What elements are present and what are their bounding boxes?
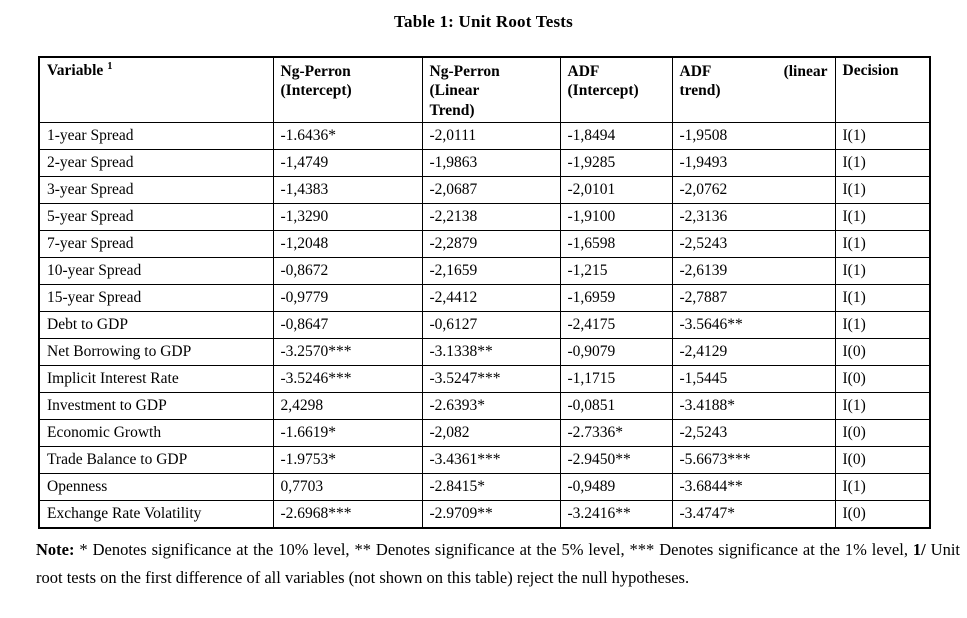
decision-cell: I(0)	[835, 339, 930, 366]
table-row	[39, 339, 930, 366]
header-line: (Intercept)	[567, 82, 639, 100]
decision-cell: I(1)	[835, 285, 930, 312]
table-row	[39, 150, 930, 177]
table-body	[39, 123, 930, 528]
variable-cell: Economic Growth	[39, 420, 273, 447]
ng-perron-intercept-cell: -2.6968***	[273, 501, 422, 528]
table-row	[39, 312, 930, 339]
variable-cell: 5-year Spread	[39, 204, 273, 231]
ng-perron-intercept-cell: -0,8672	[273, 258, 422, 285]
adf-intercept-cell: -1,9285	[560, 150, 672, 177]
decision-cell: I(1)	[835, 231, 930, 258]
adf-intercept-cell: -2.7336*	[560, 420, 672, 447]
header-line-left: ADF	[679, 63, 712, 80]
table-row	[39, 447, 930, 474]
ng-perron-linear-trend-cell: -2.8415*	[422, 474, 560, 501]
ng-perron-intercept-cell: -1.9753*	[273, 447, 422, 474]
table-row	[39, 366, 930, 393]
ng-perron-intercept-cell: -0,8647	[273, 312, 422, 339]
ng-perron-intercept-cell: -3.2570***	[273, 339, 422, 366]
col-header-ng-perron-linear-trend	[422, 57, 560, 123]
ng-perron-intercept-cell: -1.6436*	[273, 123, 422, 150]
table-row	[39, 501, 930, 528]
adf-linear-trend-cell: -2,4129	[672, 339, 835, 366]
note-label: Note:	[36, 539, 75, 559]
table-row	[39, 177, 930, 204]
variable-cell: Debt to GDP	[39, 312, 273, 339]
decision-cell: I(0)	[835, 366, 930, 393]
ng-perron-linear-trend-cell: -2,1659	[422, 258, 560, 285]
decision-cell: I(1)	[835, 258, 930, 285]
variable-cell: 1-year Spread	[39, 123, 273, 150]
adf-linear-trend-cell: -3.4747*	[672, 501, 835, 528]
ng-perron-linear-trend-cell: -0,6127	[422, 312, 560, 339]
col-header-adf-intercept	[560, 57, 672, 123]
ng-perron-intercept-cell: -1,4749	[273, 150, 422, 177]
adf-linear-trend-cell: -1,9493	[672, 150, 835, 177]
variable-cell: Implicit Interest Rate	[39, 366, 273, 393]
header-line: (Intercept)	[280, 82, 352, 100]
ng-perron-intercept-cell: -1,4383	[273, 177, 422, 204]
adf-linear-trend-cell: -2,5243	[672, 420, 835, 447]
adf-linear-trend-cell: -2,6139	[672, 258, 835, 285]
note-footnote-marker: 1/	[912, 539, 926, 559]
adf-intercept-cell: -2,4175	[560, 312, 672, 339]
header-line: ADF	[567, 63, 600, 80]
table-row	[39, 123, 930, 150]
decision-cell: I(0)	[835, 447, 930, 474]
table-row	[39, 231, 930, 258]
header-line: (Linear	[429, 82, 480, 100]
ng-perron-linear-trend-cell: -3.5247***	[422, 366, 560, 393]
variable-cell: 7-year Spread	[39, 231, 273, 258]
ng-perron-intercept-cell: -1,3290	[273, 204, 422, 231]
col-header-variable	[39, 57, 273, 123]
note-significance-text: * Denotes significance at the 10% level, ** Denotes significance at the 5% level, *** Denotes significance at the 1% level,	[79, 539, 908, 559]
adf-intercept-cell: -0,9489	[560, 474, 672, 501]
ng-perron-linear-trend-cell: -3.1338**	[422, 339, 560, 366]
variable-footnote-superscript: 1	[107, 60, 113, 72]
decision-cell: I(1)	[835, 177, 930, 204]
adf-intercept-cell: -1,8494	[560, 123, 672, 150]
ng-perron-intercept-cell: -3.5246***	[273, 366, 422, 393]
note-footnote-text: Unit root tests on the first difference of all variables (not shown on this table) reject the null hypotheses.	[36, 539, 961, 587]
ng-perron-linear-trend-cell: -1,9863	[422, 150, 560, 177]
table-row	[39, 258, 930, 285]
ng-perron-linear-trend-cell: -3.4361***	[422, 447, 560, 474]
header-line: Ng-Perron	[429, 63, 500, 80]
adf-linear-trend-cell: -5.6673***	[672, 447, 835, 474]
col-header-decision	[835, 57, 930, 123]
adf-intercept-cell: -1,215	[560, 258, 672, 285]
variable-cell: Openness	[39, 474, 273, 501]
header-line: Trend)	[429, 101, 475, 119]
table-row	[39, 393, 930, 420]
adf-linear-trend-cell: -1,5445	[672, 366, 835, 393]
ng-perron-intercept-cell: -0,9779	[273, 285, 422, 312]
decision-cell: I(1)	[835, 123, 930, 150]
variable-cell: Net Borrowing to GDP	[39, 339, 273, 366]
adf-intercept-cell: -1,1715	[560, 366, 672, 393]
table-title: Table 1: Unit Root Tests	[394, 12, 573, 31]
decision-cell: I(1)	[835, 204, 930, 231]
header-line: Ng-Perron	[280, 63, 351, 80]
ng-perron-linear-trend-cell: -2,2138	[422, 204, 560, 231]
adf-linear-trend-cell: -2,7887	[672, 285, 835, 312]
header-row	[39, 57, 930, 123]
header-line-right: (linear	[783, 63, 828, 80]
decision-cell: I(0)	[835, 420, 930, 447]
table-row	[39, 285, 930, 312]
variable-cell: 15-year Spread	[39, 285, 273, 312]
adf-intercept-cell: -2,0101	[560, 177, 672, 204]
adf-linear-trend-cell: -2,3136	[672, 204, 835, 231]
variable-cell: Trade Balance to GDP	[39, 447, 273, 474]
adf-intercept-cell: -0,0851	[560, 393, 672, 420]
adf-intercept-cell: -1,6959	[560, 285, 672, 312]
adf-linear-trend-cell: -2,0762	[672, 177, 835, 204]
ng-perron-linear-trend-cell: -2,0111	[422, 123, 560, 150]
adf-intercept-cell: -1,9100	[560, 204, 672, 231]
variable-cell: 3-year Spread	[39, 177, 273, 204]
ng-perron-linear-trend-cell: -2.9709**	[422, 501, 560, 528]
decision-cell: I(0)	[835, 501, 930, 528]
ng-perron-linear-trend-cell: -2.6393*	[422, 393, 560, 420]
ng-perron-linear-trend-cell: -2,2879	[422, 231, 560, 258]
ng-perron-intercept-cell: 2,4298	[273, 393, 422, 420]
ng-perron-linear-trend-cell: -2,4412	[422, 285, 560, 312]
header-line: Decision	[842, 62, 899, 79]
decision-cell: I(1)	[835, 474, 930, 501]
adf-intercept-cell: -1,6598	[560, 231, 672, 258]
decision-cell: I(1)	[835, 312, 930, 339]
variable-header-label: Variable	[47, 62, 104, 79]
variable-cell: Exchange Rate Volatility	[39, 501, 273, 528]
adf-linear-trend-cell: -2,5243	[672, 231, 835, 258]
ng-perron-linear-trend-cell: -2,082	[422, 420, 560, 447]
decision-cell: I(1)	[835, 150, 930, 177]
header-line	[680, 62, 828, 81]
ng-perron-linear-trend-cell: -2,0687	[422, 177, 560, 204]
variable-cell: Investment to GDP	[39, 393, 273, 420]
variable-cell: 10-year Spread	[39, 258, 273, 285]
table-note	[36, 536, 960, 593]
adf-linear-trend-cell: -3.6844**	[672, 474, 835, 501]
ng-perron-intercept-cell: -1.6619*	[273, 420, 422, 447]
ng-perron-intercept-cell: 0,7703	[273, 474, 422, 501]
ng-perron-intercept-cell: -1,2048	[273, 231, 422, 258]
adf-intercept-cell: -0,9079	[560, 339, 672, 366]
col-header-adf-linear-trend	[672, 57, 835, 123]
decision-cell: I(1)	[835, 393, 930, 420]
variable-cell: 2-year Spread	[39, 150, 273, 177]
table-row	[39, 204, 930, 231]
adf-linear-trend-cell: -3.4188*	[672, 393, 835, 420]
table-row	[39, 420, 930, 447]
adf-intercept-cell: -3.2416**	[560, 501, 672, 528]
adf-linear-trend-cell: -3.5646**	[672, 312, 835, 339]
adf-intercept-cell: -2.9450**	[560, 447, 672, 474]
header-line: trend)	[679, 82, 721, 100]
adf-linear-trend-cell: -1,9508	[672, 123, 835, 150]
unit-root-table	[38, 56, 931, 529]
table-row	[39, 474, 930, 501]
col-header-ng-perron-intercept	[273, 57, 422, 123]
